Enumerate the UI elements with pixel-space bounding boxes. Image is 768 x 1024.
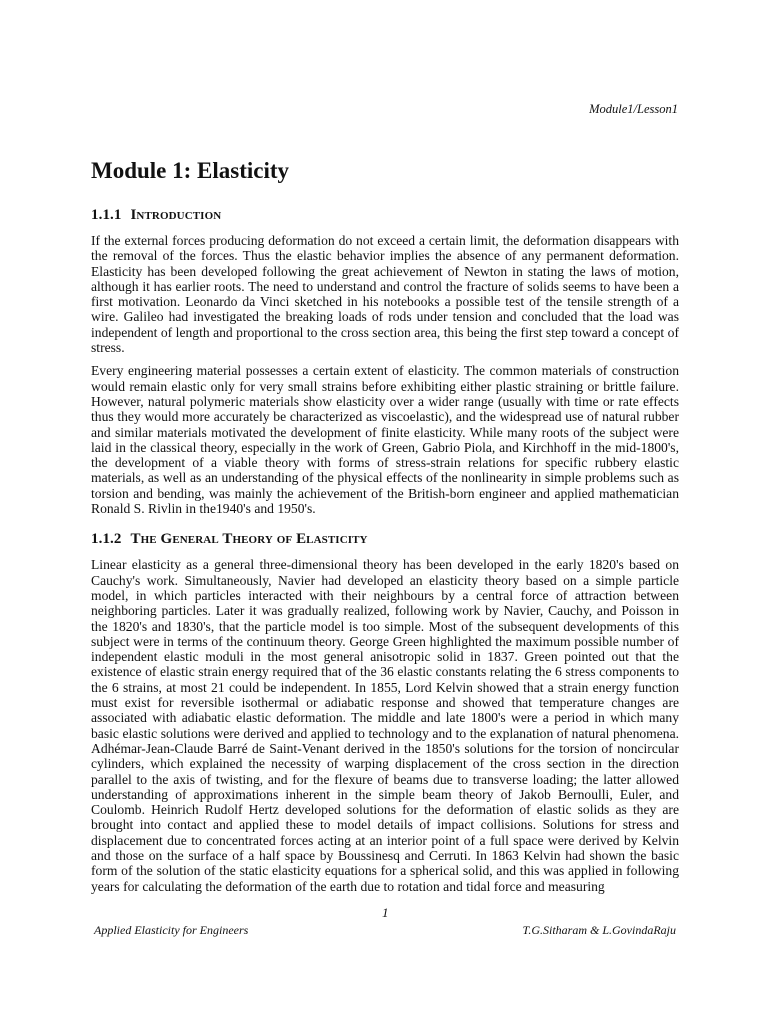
section-heading-general-theory bbox=[91, 530, 679, 548]
page-number: 1 bbox=[382, 905, 389, 920]
running-head: Module1/Lesson1 bbox=[589, 102, 678, 116]
section-number: 1.1.1 bbox=[91, 207, 122, 223]
section-heading-introduction bbox=[91, 206, 679, 224]
footer-book-title: Applied Elasticity for Engineers bbox=[94, 923, 249, 937]
section-number: 1.1.2 bbox=[91, 531, 122, 548]
paragraph: Linear elasticity as a general three-dimensional theory has been developed in the early 1820's based on Cauchy's work. Simultaneously, Navier had developed an elasticity theory based on a simple particle model, in which particles interacted with their neighbours by a central force of attraction between neighboring particles. Later it was gradually realized, following work by Navier, Cauchy, and Poisson in the 1820's and 1830's, that the particle model is too simple. Most of the subsequent developments of this subject were in terms of the continuum theory. George Green highlighted the maximum possible number of independent elastic moduli in the most general anisotropic solid in 1837. Green pointed out that the existence of elastic strain energy required that of the 36 elastic constants relating the 6 stress components to the 6 strains, at most 21 could be independent. In 1855, Lord Kelvin showed that a strain energy function must exist for reversible isothermal or adiabatic response and showed that temperature changes are associated with adiabatic elastic deformation. The middle and late 1800's were a period in which many basic elastic solutions were derived and applied to technology and to the explanation of natural phenomena. Adhémar-Jean-Claude Barré de Saint-Venant derived in the 1850's solutions for the torsion of noncircular cylinders, which explained the necessity of warping displacement of the cross section in the direction parallel to the axis of twisting, and for the flexure of beams due to transverse loading; the latter allowed understanding of approximations inherent in the simple beam theory of Jakob Bernoulli, Euler, and Coulomb. Heinrich Rudolf Hertz developed solutions for the deformation of elastic solids as they are brought into contact and applied these to model details of impact collisions. Solutions for stress and displacement due to concentrated forces acting at an interior point of a full space were derived by Kelvin and those on the surface of a half space by Boussinesq and Cerruti. In 1863 Kelvin had shown the basic form of the solution of the static elasticity equations for a spherical solid, and this was applied in following years for calculating the deformation of the earth due to rotation and tidal force and measuring bbox=[91, 557, 679, 894]
page-title: Module 1: Elasticity bbox=[91, 158, 290, 183]
section-title: Introduction bbox=[130, 207, 222, 223]
document-body bbox=[91, 206, 679, 902]
footer-authors: T.G.Sitharam & L.GovindaRaju bbox=[522, 923, 676, 937]
section-title: The General Theory of Elasticity bbox=[130, 531, 368, 548]
paragraph: Every engineering material possesses a certain extent of elasticity. The common materials of construction would remain elastic only for very small strains before exhibiting either plastic straining or brittle failure. However, natural polymeric materials show elasticity over a wider range (usually with time or rate effects thus they would more accurately be characterized as viscoelastic), and the widespread use of natural rubber and similar materials motivated the development of finite elasticity. While many roots of the subject were laid in the classical theory, especially in the work of Green, Gabrio Piola, and Kirchhoff in the mid-1800's, the development of a viable theory with forms of stress-strain relations for specific rubbery elastic materials, as well as an understanding of the physical effects of the nonlinearity in simple problems such as torsion and bending, was mainly the achievement of the British-born engineer and applied mathematician Ronald S. Rivlin in the1940's and 1950's. bbox=[91, 363, 679, 517]
paragraph: If the external forces producing deformation do not exceed a certain limit, the deformation disappears with the removal of the forces. Thus the elastic behavior implies the absence of any permanent deformation. Elasticity has been developed following the great achievement of Newton in stating the laws of motion, although it has earlier roots. The need to understand and control the fracture of solids seems to have been a first motivation. Leonardo da Vinci sketched in his notebooks a possible test of the tensile strength of a wire. Galileo had investigated the breaking loads of rods under tension and concluded that the load was independent of length and proportional to the cross section area, this being the first step toward a concept of stress. bbox=[91, 233, 679, 356]
